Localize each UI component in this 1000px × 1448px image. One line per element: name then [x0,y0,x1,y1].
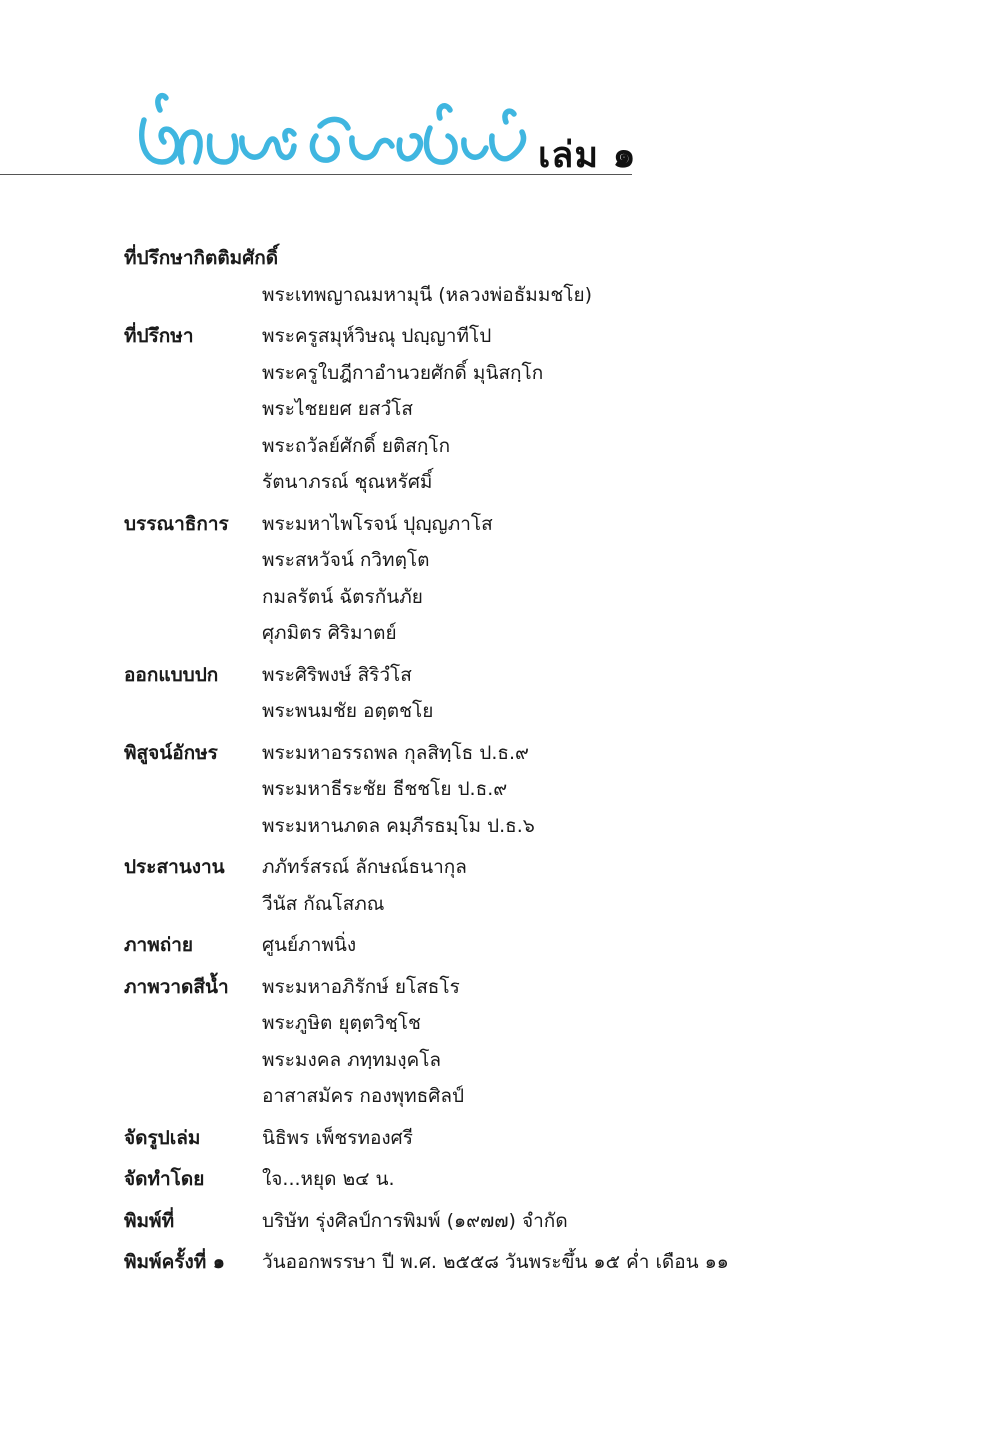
credit-name: วีนัส กัณโสภณ [262,892,385,915]
credit-name: พระภูษิต ยุตฺตวิชฺโช [262,1012,421,1034]
credit-name: นิธิพร เพ็ชรทองศรี [262,1126,413,1149]
credit-name: พระสหวัจน์ กวิทตฺโต [262,549,430,571]
credit-group [124,969,984,1115]
credit-names [262,1244,729,1281]
credit-role: ที่ปรึกษากิตติมศักดิ์ [124,247,279,269]
credit-group [124,240,984,313]
credit-role: บรรณาธิการ [124,512,229,535]
credits-list [124,240,984,1286]
title-logo [130,88,530,172]
credit-role: ที่ปรึกษา [124,325,194,347]
credit-name: พระศิริพงษ์ สิริวํโส [262,663,412,686]
credit-name: วันออกพรรษา ปี พ.ศ. ๒๕๕๘ วันพระขึ้น ๑๕ ค่ำ เดือน ๑๑ [262,1251,729,1273]
credit-name: ภภัทร์สรณ์ ลักษณ์ธนากุล [262,856,467,878]
header [0,88,637,178]
credit-names [262,969,464,1115]
credit-name: ใจ...หยุด ๒๔ น. [262,1168,395,1190]
credit-names [262,927,356,964]
credit-role: พิมพ์ครั้งที่ ๑ [124,1251,225,1273]
credit-name: พระเทพญาณมหามุนี (หลวงพ่อธัมมชโย) [262,283,592,306]
credit-name: ศุภมิตร ศิริมาตย์ [262,622,397,644]
credit-names [124,277,984,314]
credit-role: จัดรูปเล่ม [124,1126,201,1149]
credit-group [124,506,984,652]
credit-name: พระพนมชัย อตฺตชโย [262,700,434,722]
credit-role: ออกแบบปก [124,663,219,686]
credit-role: พิมพ์ที่ [124,1209,175,1232]
credit-name: พระครูสมุห์วิษณุ ปญฺญาทีโป [262,325,492,347]
credit-name: พระไชยยศ ยสวํโส [262,398,413,420]
credit-names [262,657,433,730]
credit-name: บริษัท รุ่งศิลป์การพิมพ์ (๑๙๗๗) จำกัด [262,1209,568,1232]
credit-name: พระมหานภดล คมฺภีรธมฺโม ป.ธ.๖ [262,814,535,837]
credit-group [124,735,984,845]
credit-names [262,735,535,845]
credit-name: กมลรัตน์ ฉัตรกันภัย [262,585,423,608]
credit-role: ประสานงาน [124,856,225,878]
credit-name: พระมหาอรรถพล กุลสิทฺโธ ป.ธ.๙ [262,741,529,764]
credit-group [124,318,984,501]
credit-name: พระมหาไพโรจน์ ปุญฺญภาโส [262,512,493,535]
credit-group [124,657,984,730]
credit-names [262,849,467,922]
credit-role: จัดทำโดย [124,1168,205,1190]
credit-names [262,506,493,652]
credit-group [124,927,984,964]
credit-name: อาสาสมัคร กองพุทธศิลป์ [262,1085,465,1107]
credit-names [262,318,543,501]
credit-name: พระมงคล ภทฺทมงฺคโล [262,1048,442,1071]
header-rule [0,174,632,175]
credit-group [124,849,984,922]
credit-role: พิสูจน์อักษร [124,741,218,764]
credit-names [262,1203,568,1240]
credit-group [124,1161,984,1198]
credit-name: พระครูใบฎีกาอำนวยศักดิ์ มุนิสกฺโก [262,361,544,384]
credit-names [262,1161,395,1198]
credit-group [124,1120,984,1157]
credit-group [124,1203,984,1240]
volume-label: เล่ม ๑ [538,135,637,176]
credit-name: พระถวัลย์ศักดิ์ ยติสกฺโก [262,434,451,457]
credit-name: พระมหาธีระชัย ธีชชโย ป.ธ.๙ [262,778,508,800]
credit-name: ศูนย์ภาพนิ่ง [262,934,357,956]
credit-group [124,1244,984,1281]
credit-role: ภาพวาดสีน้ำ [124,975,229,998]
credit-role: ภาพถ่าย [124,934,194,956]
credit-name: พระมหาอภิรักษ์ ยโสธโร [262,975,460,998]
credit-name: รัตนาภรณ์ ชุณหรัศมิ์ [262,471,433,493]
credit-names [262,1120,413,1157]
